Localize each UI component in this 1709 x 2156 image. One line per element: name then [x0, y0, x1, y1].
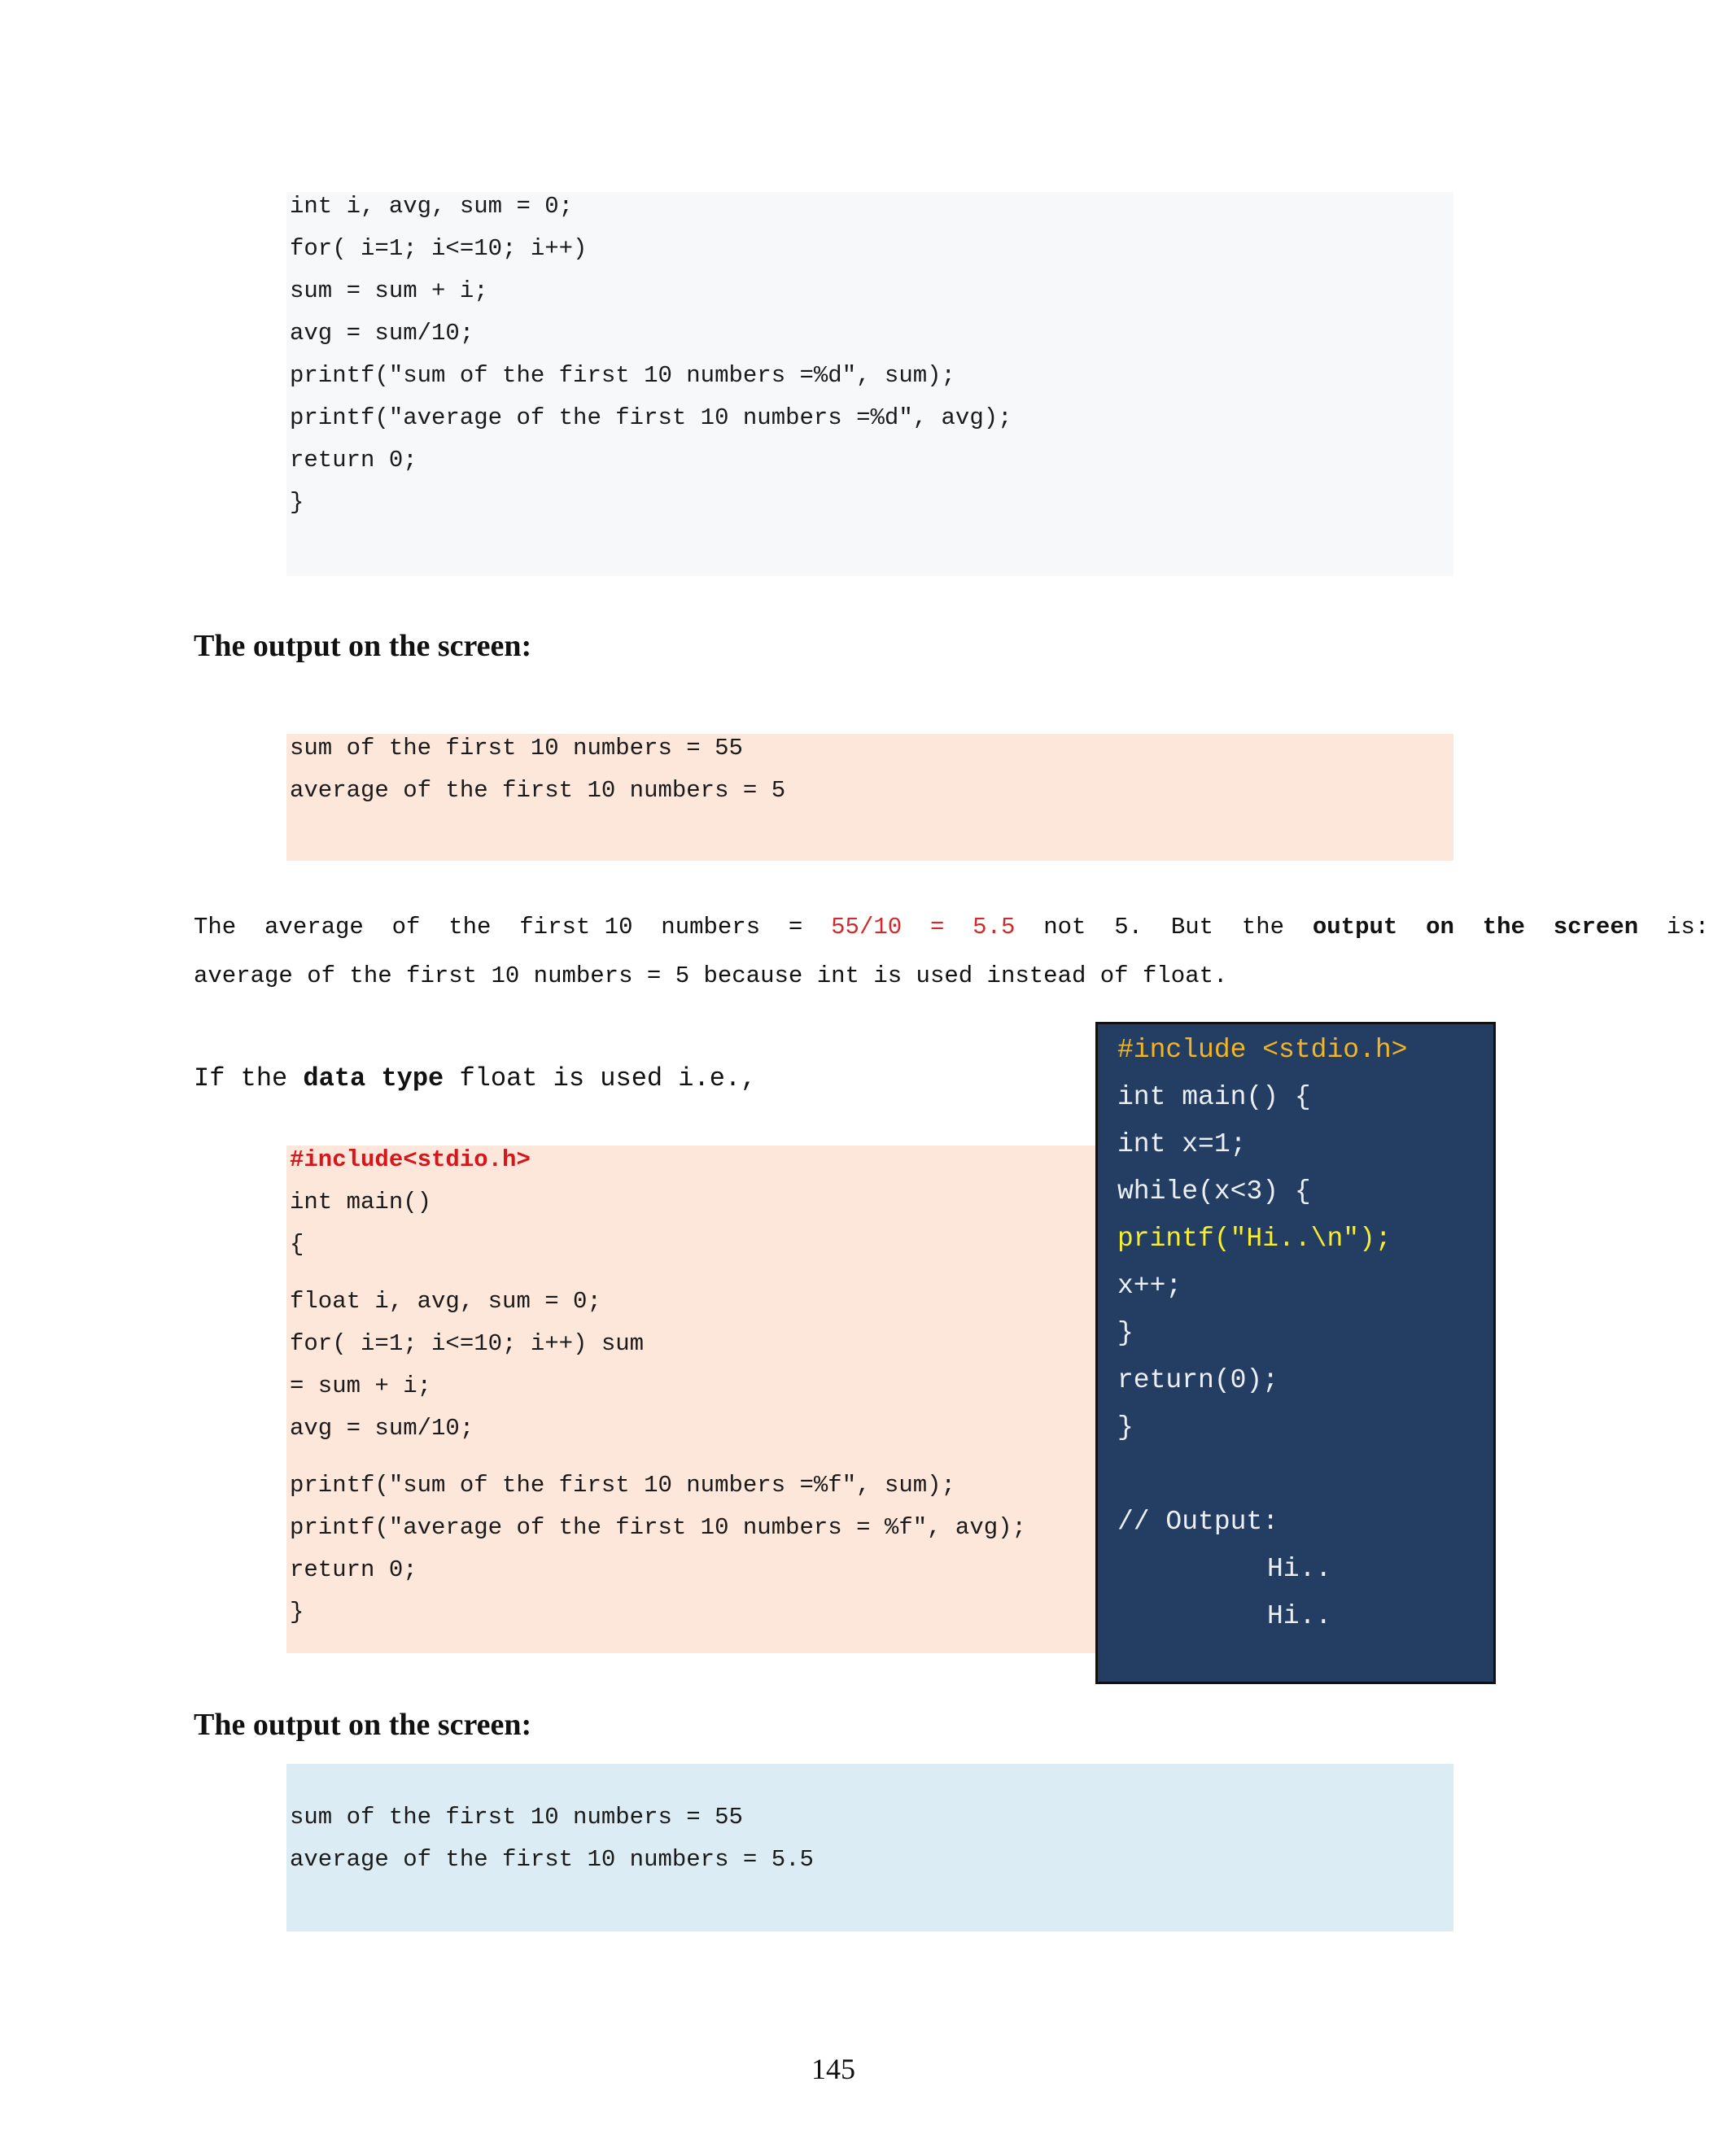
intro-paragraph — [194, 1064, 756, 1093]
code-line: return 0; — [290, 447, 417, 474]
highlighted-calculation: 55/10 = 5.5 — [831, 914, 1016, 941]
code-line: printf("sum of the first 10 numbers =%f", sum); — [290, 1472, 955, 1499]
bold-phrase: output on the screen — [1312, 914, 1639, 941]
code-block-1 — [286, 192, 1453, 576]
text-run: The average of the first 10 numbers = — [194, 914, 832, 941]
section-heading: The output on the screen: — [194, 1708, 532, 1742]
output-comment: // Output: — [1117, 1507, 1279, 1537]
code-line: while(x<3) { — [1117, 1176, 1311, 1207]
code-line: = sum + i; — [290, 1373, 432, 1399]
text-run: not 5. But the — [1015, 914, 1313, 941]
output-line: sum of the first 10 numbers = 55 — [290, 1804, 743, 1831]
printf-line: printf("Hi..\n"); — [1117, 1224, 1392, 1254]
explanation-paragraph-line-1 — [194, 913, 1709, 942]
output-value: Hi.. — [1267, 1601, 1332, 1631]
code-line: return 0; — [290, 1556, 417, 1583]
output-value: Hi.. — [1267, 1554, 1332, 1584]
output-line: sum of the first 10 numbers = 55 — [290, 735, 743, 762]
output-block-2 — [286, 1764, 1453, 1931]
text-run: float is used i.e., — [444, 1063, 757, 1093]
output-line: average of the first 10 numbers = 5 — [290, 777, 786, 804]
code-line: float i, avg, sum = 0; — [290, 1288, 601, 1315]
code-line: avg = sum/10; — [290, 1415, 474, 1442]
text-run: If the — [194, 1063, 304, 1093]
code-line: { — [290, 1231, 304, 1258]
code-line: for( i=1; i<=10; i++) — [290, 235, 588, 262]
section-heading: The output on the screen: — [194, 629, 532, 663]
code-block-2 — [286, 1146, 1100, 1653]
code-line: int main() { — [1117, 1082, 1311, 1112]
code-line: int main() — [290, 1189, 432, 1215]
output-line: average of the first 10 numbers = 5.5 — [290, 1846, 814, 1873]
code-line: } — [290, 489, 304, 516]
code-line: } — [290, 1599, 304, 1626]
code-line: } — [1117, 1318, 1134, 1348]
code-line: return(0); — [1117, 1365, 1279, 1395]
page-number: 145 — [811, 2053, 855, 2085]
include-directive: #include<stdio.h> — [290, 1146, 531, 1173]
code-line: printf("average of the first 10 numbers =%d", avg); — [290, 404, 1012, 431]
code-line: int x=1; — [1117, 1129, 1247, 1159]
text-run: is: — [1638, 914, 1709, 941]
code-line: } — [1117, 1412, 1134, 1442]
code-line: printf("average of the first 10 numbers = %f", avg); — [290, 1514, 1026, 1541]
code-line: x++; — [1117, 1271, 1182, 1301]
code-line: for( i=1; i<=10; i++) sum — [290, 1330, 645, 1357]
dark-code-box — [1095, 1022, 1496, 1684]
code-line: printf("sum of the first 10 numbers =%d", sum); — [290, 362, 955, 389]
code-line: sum = sum + i; — [290, 277, 488, 304]
output-block-1 — [286, 734, 1453, 861]
include-directive: #include <stdio.h> — [1117, 1035, 1408, 1065]
bold-phrase: data type — [303, 1063, 444, 1093]
code-line: avg = sum/10; — [290, 320, 474, 347]
code-line: int i, avg, sum = 0; — [290, 193, 574, 220]
explanation-paragraph-line-2: average of the first 10 numbers = 5 because int is used instead of float. — [194, 962, 1228, 989]
